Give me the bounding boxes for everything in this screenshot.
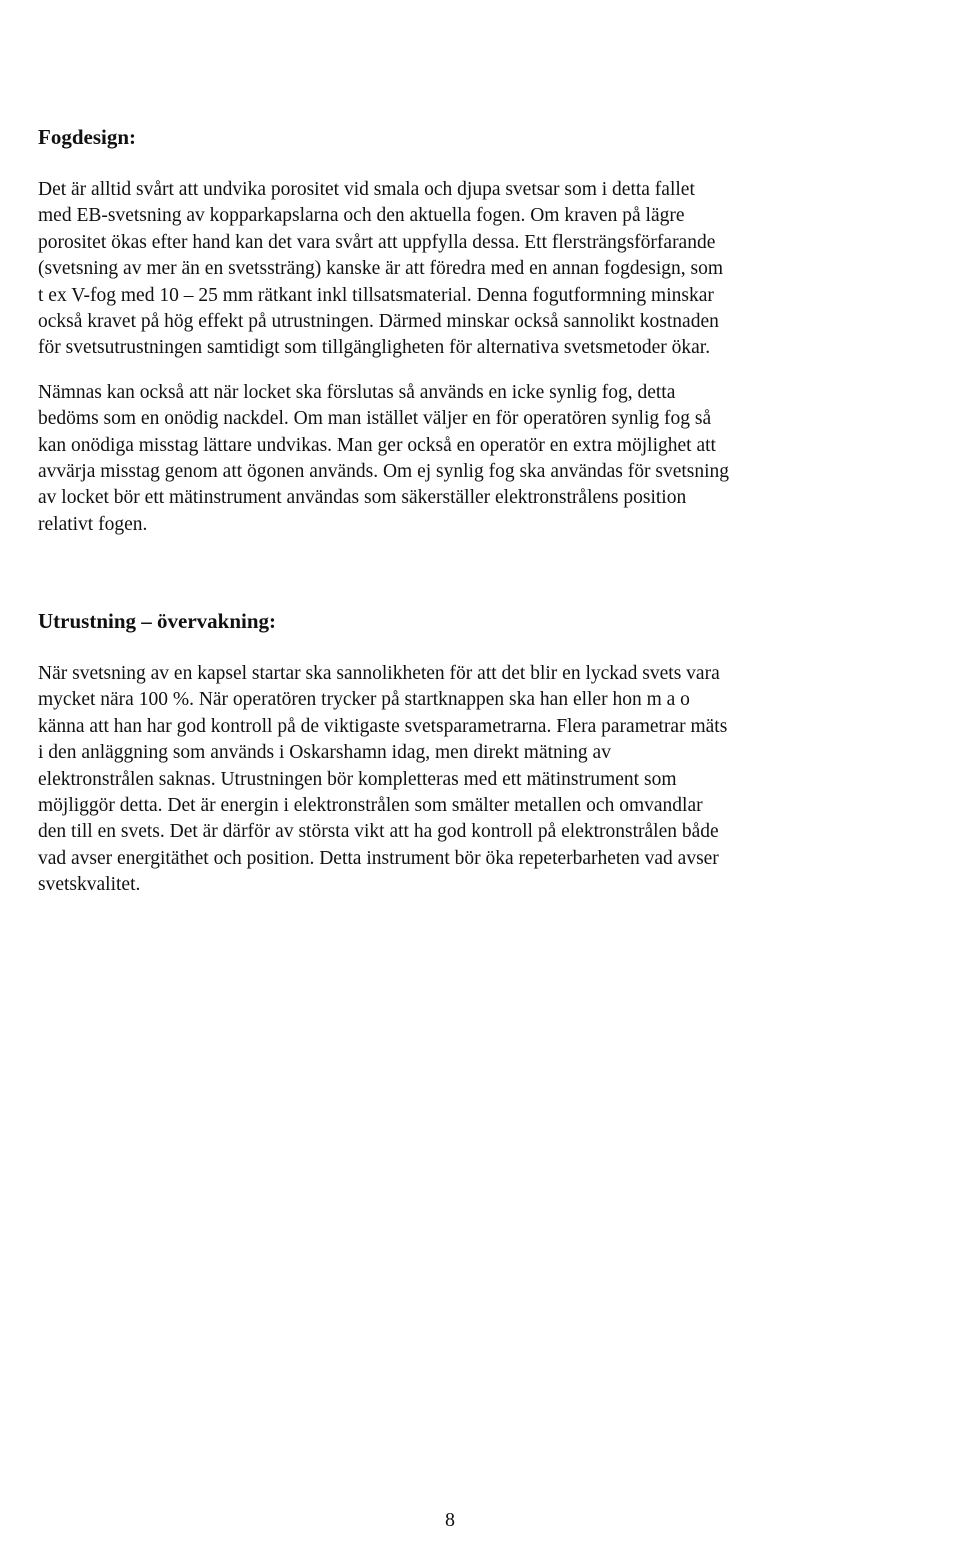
text-line: i den anläggning som används i Oskarshamn idag, men direkt mätning av <box>38 742 611 764</box>
text-line: känna att han har god kontroll på de viktigaste svetsparametrarna. Flera parametrar mäts <box>38 715 728 737</box>
text-line: möjliggör detta. Det är energin i elektronstrålen som smälter metallen och omvandlar <box>38 795 703 817</box>
text-line: t ex V-fog med 10 – 25 mm rätkant inkl tillsatsmaterial. Denna fogutformning minskar <box>38 284 714 306</box>
paragraph <box>38 177 900 362</box>
page-number: 8 <box>445 1509 455 1531</box>
text-line: mycket nära 100 %. När operatören trycker på startknappen ska han eller hon m a o <box>38 689 690 711</box>
text-line: (svetsning av mer än en svetssträng) kanske är att föredra med en annan fogdesign, som <box>38 258 723 280</box>
text-line: relativt fogen. <box>38 513 148 535</box>
text-line: svetskvalitet. <box>38 874 141 896</box>
text-line: för svetsutrustningen samtidigt som tillgängligheten för alternativa svetsmetoder ökar. <box>38 337 711 359</box>
text-line: den till en svets. Det är därför av största vikt att ha god kontroll på elektronstrålen både <box>38 821 719 843</box>
text-line: vad avser energitäthet och position. Detta instrument bör öka repeterbarheten vad avser <box>38 847 719 869</box>
text-line: bedöms som en onödig nackdel. Om man istället väljer en för operatören synlig fog så <box>38 408 712 430</box>
text-line: av locket bör ett mätinstrument användas som säkerställer elektronstrålens position <box>38 487 687 509</box>
text-line: Nämnas kan också att när locket ska förslutas så används en icke synlig fog, detta <box>38 381 676 403</box>
text-line: med EB-svetsning av kopparkapslarna och den aktuella fogen. Om kraven på lägre <box>38 205 685 227</box>
section-heading: Fogdesign: <box>38 125 137 149</box>
paragraph <box>38 380 900 538</box>
section-utrustning <box>38 608 900 917</box>
text-line: elektronstrålen saknas. Utrustningen bör kompletteras med ett mätinstrument som <box>38 768 677 790</box>
text-line: också kravet på hög effekt på utrustningen. Därmed minskar också sannolikt kostnaden <box>38 311 719 333</box>
text-line: porositet ökas efter hand kan det vara svårt att uppfylla dessa. Ett flersträngsförfarande <box>38 231 716 253</box>
section-fogdesign <box>38 124 900 556</box>
text-line: avvärja misstag genom att ögonen används. Om ej synlig fog ska användas för svetsning <box>38 461 730 483</box>
paragraph <box>38 661 900 899</box>
text-line: När svetsning av en kapsel startar ska sannolikheten för att det blir en lyckad svets vara <box>38 663 720 684</box>
text-line: kan onödiga misstag lättare undvikas. Man ger också en operatör en extra möjlighet att <box>38 434 716 456</box>
section-heading: Utrustning – övervakning: <box>38 609 277 633</box>
text-line: Det är alltid svårt att undvika porositet vid smala och djupa svetsar som i detta fallet <box>38 179 695 200</box>
